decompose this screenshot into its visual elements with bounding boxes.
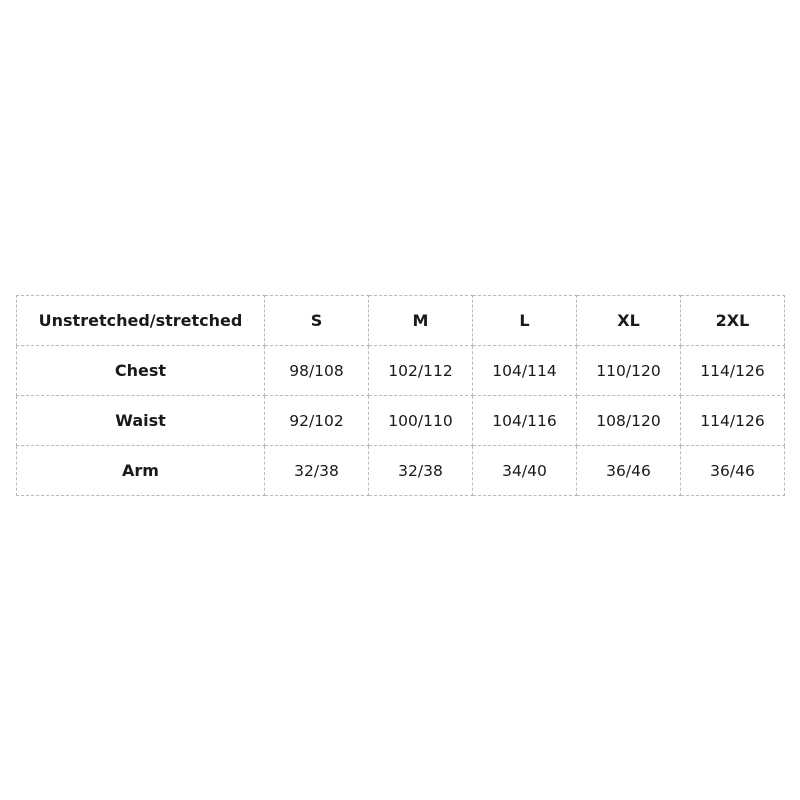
cell-waist-2xl: 114/126 <box>681 396 785 446</box>
column-header-m: M <box>369 296 473 346</box>
size-chart-table <box>16 295 785 496</box>
table-row <box>17 396 785 446</box>
column-header-l: L <box>473 296 577 346</box>
table-row <box>17 446 785 496</box>
size-chart-container <box>16 295 784 496</box>
cell-arm-2xl: 36/46 <box>681 446 785 496</box>
column-header-s: S <box>265 296 369 346</box>
table-row <box>17 346 785 396</box>
cell-arm-s: 32/38 <box>265 446 369 496</box>
cell-arm-l: 34/40 <box>473 446 577 496</box>
cell-arm-xl: 36/46 <box>577 446 681 496</box>
cell-waist-xl: 108/120 <box>577 396 681 446</box>
row-label-chest: Chest <box>17 346 265 396</box>
cell-waist-l: 104/116 <box>473 396 577 446</box>
cell-arm-m: 32/38 <box>369 446 473 496</box>
column-header-xl: XL <box>577 296 681 346</box>
cell-waist-s: 92/102 <box>265 396 369 446</box>
column-header-2xl: 2XL <box>681 296 785 346</box>
cell-chest-xl: 110/120 <box>577 346 681 396</box>
cell-chest-l: 104/114 <box>473 346 577 396</box>
cell-chest-s: 98/108 <box>265 346 369 396</box>
column-header-measurement: Unstretched/stretched <box>17 296 265 346</box>
row-label-arm: Arm <box>17 446 265 496</box>
cell-waist-m: 100/110 <box>369 396 473 446</box>
table-header-row <box>17 296 785 346</box>
row-label-waist: Waist <box>17 396 265 446</box>
cell-chest-m: 102/112 <box>369 346 473 396</box>
cell-chest-2xl: 114/126 <box>681 346 785 396</box>
